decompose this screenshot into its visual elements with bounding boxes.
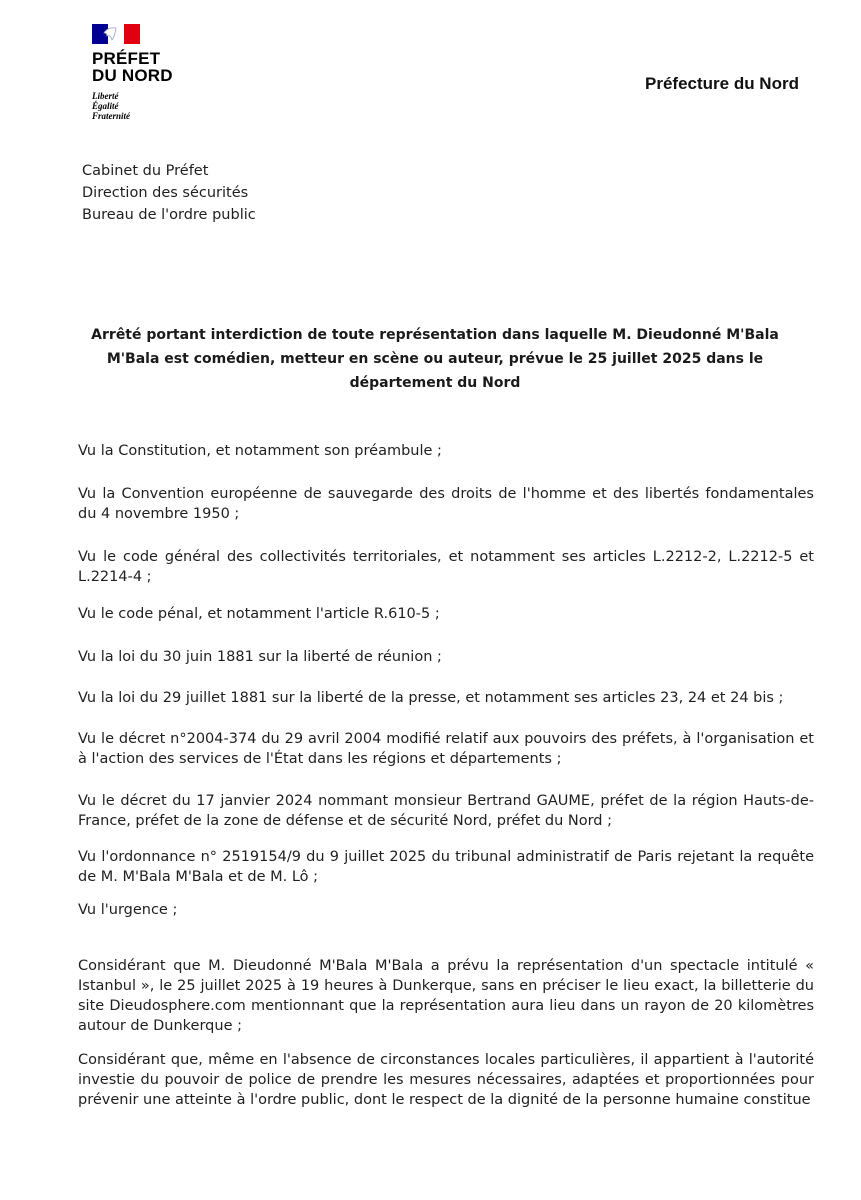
visa-paragraph: Vu le décret du 17 janvier 2024 nommant monsieur Bertrand GAUME, préfet de la région Hauts-de-France, préfet de la zone de défense et de sécurité Nord, préfet du Nord ; xyxy=(78,793,814,829)
service-line: Bureau de l'ordre public xyxy=(82,207,256,223)
motto-fraternite: Fraternité xyxy=(92,111,131,121)
visa-paragraph: Vu le code pénal, et notamment l'article R.610-5 ; xyxy=(78,606,440,622)
visa-paragraph: Vu l'ordonnance n° 2519154/9 du 9 juillet 2025 du tribunal administratif de Paris rejetant la requête de M. M'Bala M'Bala et de M. Lô ; xyxy=(78,849,814,885)
motto-liberte: Liberté xyxy=(92,91,119,101)
visa-paragraph: Vu la loi du 29 juillet 1881 sur la liberté de la presse, et notamment ses articles 23, 24 et 24 bis ; xyxy=(78,690,784,706)
decree-title: Arrêté portant interdiction de toute représentation dans laquelle M. Dieudonné M'Bala M'Bala est comédien, metteur en scène ou auteur, prévue le 25 juillet 2025 dans le département du Nord xyxy=(91,327,779,391)
republic-motto xyxy=(92,91,212,121)
tricolor-flag-icon xyxy=(92,24,140,44)
marianne-profile-icon xyxy=(102,27,118,41)
visa-paragraph: Vu la Convention européenne de sauvegarde des droits de l'homme et des libertés fondamentales du 4 novembre 1950 ; xyxy=(78,486,814,522)
visa-paragraph: Vu le code général des collectivités territoriales, et notamment ses articles L.2212-2, L.2212-5 et L.2214-4 ; xyxy=(78,549,814,585)
logo-name-line1: PRÉFET xyxy=(92,49,161,68)
considerant-paragraph: Considérant que, même en l'absence de circonstances locales particulières, il appartient à l'autorité investie du pouvoir de police de prendre les mesures nécessaires, adaptées et proportionnées pour prévenir une atteinte à l'ordre public, dont le respect de la dignité de la personne humaine constitue xyxy=(78,1052,814,1108)
motto-egalite: Égalité xyxy=(92,101,119,111)
service-line: Cabinet du Préfet xyxy=(82,163,209,179)
issuing-services xyxy=(82,160,256,226)
visa-paragraph: Vu le décret n°2004-374 du 29 avril 2004 modifié relatif aux pouvoirs des préfets, à l'organisation et à l'action des services de l'État dans les régions et départements ; xyxy=(78,731,814,767)
considerant-paragraph: Considérant que M. Dieudonné M'Bala M'Bala a prévu la représentation d'un spectacle intitulé « Istanbul », le 25 juillet 2025 à 19 heures à Dunkerque, sans en préciser le lieu exact, la billetterie du site Dieudosphere.com mentionnant que la représentation aura lieu dans un rayon de 20 kilomètres autour de Dunkerque ; xyxy=(78,958,814,1034)
visa-paragraph: Vu la Constitution, et notamment son préambule ; xyxy=(78,443,442,459)
prefecture-heading: Préfecture du Nord xyxy=(645,74,799,93)
service-line: Direction des sécurités xyxy=(82,185,249,201)
prefet-logo xyxy=(92,24,212,121)
logo-name xyxy=(92,50,212,84)
visa-paragraph: Vu l'urgence ; xyxy=(78,902,178,918)
visa-paragraph: Vu la loi du 30 juin 1881 sur la liberté de réunion ; xyxy=(78,649,442,665)
logo-name-line2: DU NORD xyxy=(92,66,173,85)
